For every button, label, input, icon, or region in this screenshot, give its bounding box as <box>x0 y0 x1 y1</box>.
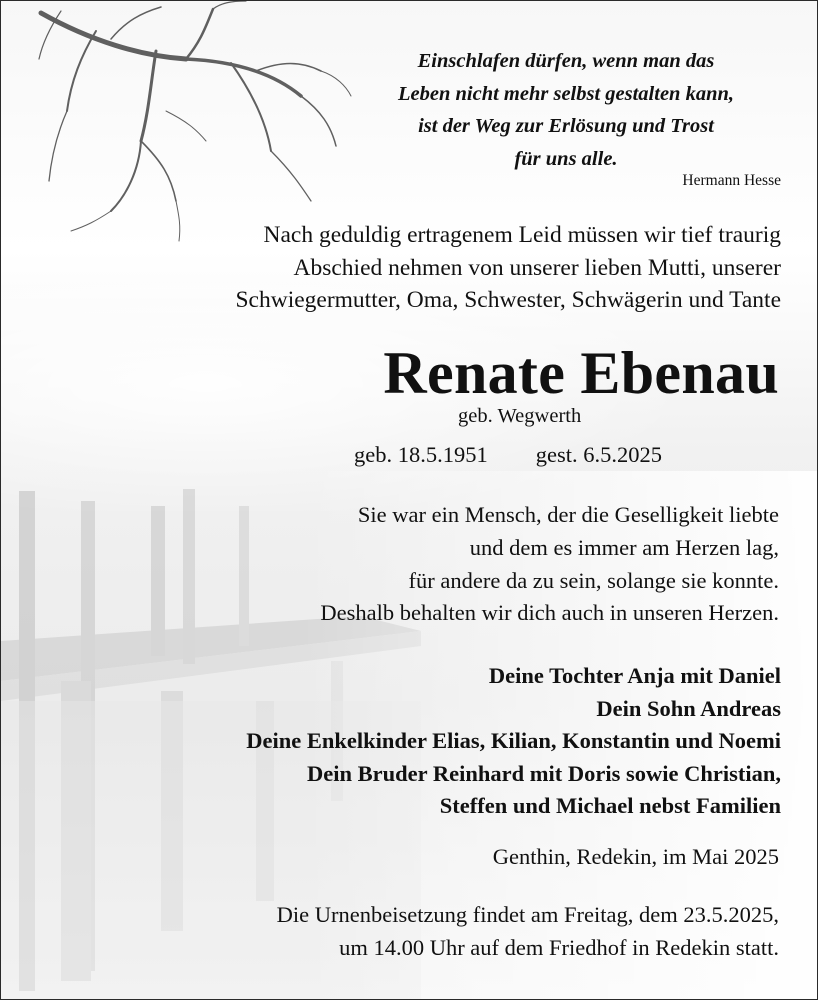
tribute-text <box>219 499 779 630</box>
birth-date: geb. 18.5.1951 <box>354 442 488 467</box>
funeral-notice <box>79 899 779 964</box>
funeral-line: um 14.00 Uhr auf dem Friedhof in Redekin statt. <box>339 934 779 960</box>
tribute-line: für andere da zu sein, solange sie konnte. <box>408 567 779 593</box>
mourner-line: Deine Tochter Anja mit Daniel <box>488 663 781 688</box>
life-dates <box>354 442 662 468</box>
announcement-line: Abschied nehmen von unserer lieben Mutti, unserer <box>293 254 781 281</box>
announcement-line: Schwiegermutter, Oma, Schwester, Schwägerin und Tante <box>235 287 781 313</box>
mourner-line: Dein Sohn Andreas <box>596 695 781 721</box>
poem-quote <box>331 45 801 175</box>
tribute-line: Sie war ein Mensch, der die Geselligkeit liebte <box>357 502 779 527</box>
announcement-text <box>101 219 781 317</box>
mourner-line: Deine Enkelkinder Elias, Kilian, Konstantin und Noemi <box>246 728 781 753</box>
death-date: gest. 6.5.2025 <box>535 442 662 467</box>
funeral-line: Die Urnenbeisetzung findet am Freitag, dem 23.5.2025, <box>276 902 779 927</box>
poem-line: Einschlafen dürfen, wenn man das <box>417 50 715 72</box>
place-date: Genthin, Redekin, im Mai 2025 <box>492 844 779 869</box>
tribute-line: Deshalb behalten wir dich auch in unseren Herzen. <box>320 600 779 626</box>
poem-line: für uns alle. <box>514 147 618 170</box>
poem-author: Hermann Hesse <box>682 172 781 189</box>
mourner-line: Steffen und Michael nebst Familien <box>439 793 781 818</box>
mourner-line: Dein Bruder Reinhard mit Doris sowie Christian, <box>307 760 781 786</box>
tribute-line: und dem es immer am Herzen lag, <box>469 534 779 560</box>
poem-line: ist der Weg zur Erlösung und Trost <box>418 115 714 137</box>
poem-line: Leben nicht mehr selbst gestalten kann, <box>398 82 734 105</box>
deceased-name: Renate Ebenau <box>383 340 779 406</box>
maiden-name: geb. Wegwerth <box>458 405 582 427</box>
obituary-text <box>1 1 818 1000</box>
mourners-list <box>41 660 781 823</box>
announcement-line: Nach geduldig ertragenem Leid müssen wir tief traurig <box>263 222 781 248</box>
